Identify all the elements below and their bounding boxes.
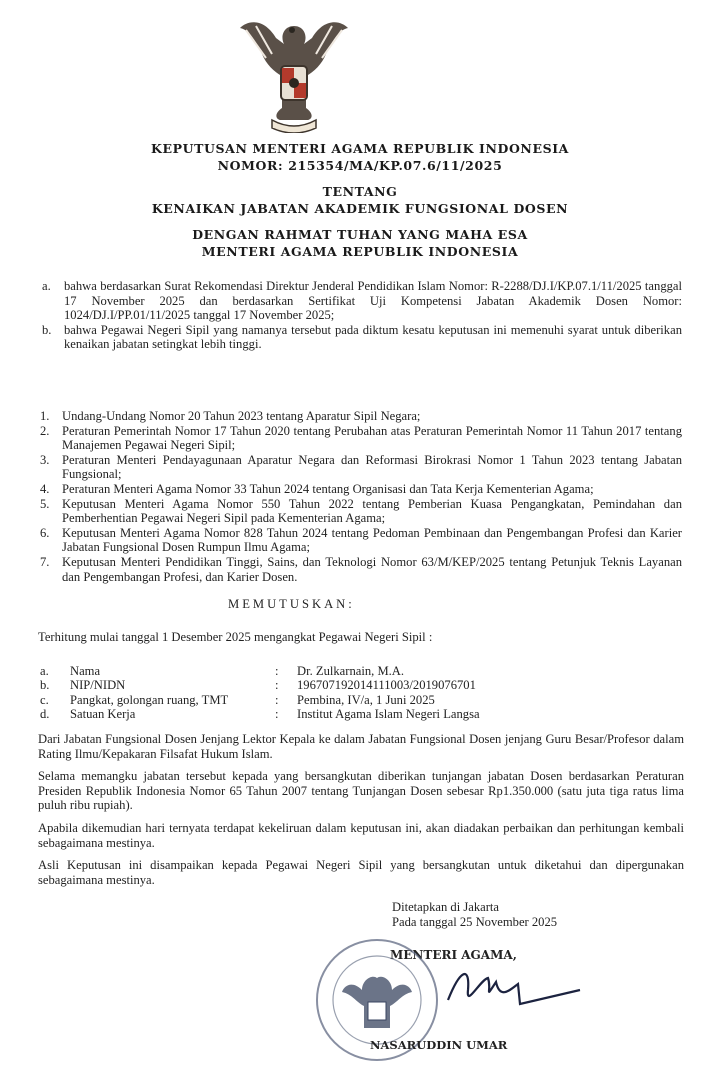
row-value: 196707192014111003/2019076701 bbox=[297, 678, 476, 693]
item-text: Undang-Undang Nomor 20 Tahun 2023 tentang Aparatur Sipil Negara; bbox=[62, 409, 421, 423]
item-text: Peraturan Pemerintah Nomor 17 Tahun 2020 tentang Perubahan atas Peraturan Pemerintah Nomor 11 Tahun 2017 tentang Manajemen Pegawai Negeri Sipil; bbox=[62, 423, 682, 453]
signatory-name: NASARUDDIN UMAR bbox=[370, 1038, 508, 1052]
menimbang-item bbox=[42, 323, 682, 352]
decree-subject: KENAIKAN JABATAN AKADEMIK FUNGSIONAL DOSEN bbox=[151, 201, 569, 216]
garuda-emblem bbox=[236, 8, 352, 133]
paragraph-allowance: Selama memangku jabatan tersebut kepada yang bersangkutan diberikan tunjangan jabatan Dosen berdasarkan Peraturan Presiden Republik Indonesia Nomor 65 Tahun 2007 tentang Tunjangan Dosen sebesar Rp1.350.000 (satu juta tiga ratus lima puluh ribu rupiah). bbox=[38, 769, 684, 813]
colon: : bbox=[275, 664, 279, 678]
decree-title: KEPUTUSAN MENTERI AGAMA REPUBLIK INDONESIA bbox=[151, 141, 569, 156]
item-text: bahwa berdasarkan Surat Rekomendasi Direktur Jenderal Pendidikan Islam Nomor: R-2288/DJ.I/KP.07.1/11/2025 tanggal 17 November 2025 dan berdasarkan Sertifikat Uji Kompetensi Jabatan Akademik Dosen Nomor: 1024/DJ.I/PP.01/11/2025 tanggal 17 November 2025; bbox=[64, 279, 682, 323]
row-letter: a. bbox=[40, 664, 49, 678]
mengingat-item bbox=[40, 424, 682, 453]
mengingat-item bbox=[40, 409, 682, 424]
identity-row bbox=[40, 693, 480, 707]
item-number: 3. bbox=[40, 452, 50, 467]
item-number: 4. bbox=[40, 481, 50, 496]
item-number: 7. bbox=[40, 554, 50, 569]
paragraph-distribution: Asli Keputusan ini disampaikan kepada Pegawai Negeri Sipil yang bersangkutan untuk diketahui dan dipergunakan sebagaimana mestinya. bbox=[38, 858, 684, 887]
issue-date: Pada tanggal 25 November 2025 bbox=[392, 915, 558, 929]
mengingat-item bbox=[40, 453, 682, 482]
row-letter: d. bbox=[40, 706, 50, 721]
identity-row bbox=[40, 707, 480, 721]
item-number: 6. bbox=[40, 525, 50, 540]
row-label: NIP/NIDN bbox=[70, 678, 126, 693]
row-letter: c. bbox=[40, 692, 49, 707]
item-number: a. bbox=[42, 279, 51, 293]
row-value: Pembina, IV/a, 1 Juni 2025 bbox=[297, 692, 435, 707]
intro-line: Terhitung mulai tanggal 1 Desember 2025 mengangkat Pegawai Negeri Sipil : bbox=[38, 630, 433, 644]
item-number: 2. bbox=[40, 423, 50, 438]
item-text: bahwa Pegawai Negeri Sipil yang namanya tersebut pada diktum kesatu keputusan ini memenuhi syarat untuk diberikan kenaikan jabatan setingkat lebih tinggi. bbox=[64, 322, 682, 352]
signatory-title: MENTERI AGAMA, bbox=[390, 948, 517, 962]
row-value: Institut Agama Islam Negeri Langsa bbox=[297, 706, 480, 721]
item-text: Keputusan Menteri Agama Nomor 550 Tahun 2022 tentang Pemberian Kuasa Pengangkatan, Pemindahan dan Pemberhentian Pegawai Negeri Sipil pada Kementerian Agama; bbox=[62, 496, 682, 526]
row-label: Nama bbox=[70, 664, 101, 678]
item-text: Peraturan Menteri Pendayagunaan Aparatur Negara dan Reformasi Birokrasi Nomor 1 Tahun 2023 tentang Jabatan Fungsional; bbox=[62, 452, 682, 482]
tentang-label: TENTANG bbox=[322, 184, 398, 199]
mengingat-item bbox=[40, 497, 682, 526]
menimbang-item bbox=[42, 279, 682, 323]
item-text: Peraturan Menteri Agama Nomor 33 Tahun 2024 tentang Organisasi dan Tata Kerja Kementerian Agama; bbox=[62, 481, 594, 496]
decision-body bbox=[38, 732, 684, 895]
handwritten-signature bbox=[440, 960, 600, 1020]
memutuskan-heading: MEMUTUSKAN: bbox=[228, 597, 355, 611]
colon: : bbox=[275, 692, 279, 707]
row-label: Pangkat, golongan ruang, TMT bbox=[70, 692, 229, 707]
mengingat-item bbox=[40, 555, 682, 584]
decree-number: NOMOR: 215354/MA/KP.07.6/11/2025 bbox=[217, 158, 503, 173]
item-number: b. bbox=[42, 322, 52, 337]
row-label: Satuan Kerja bbox=[70, 706, 136, 721]
item-number: 5. bbox=[40, 496, 50, 511]
identity-row bbox=[40, 664, 480, 678]
item-text: Keputusan Menteri Agama Nomor 828 Tahun 2024 tentang Pedoman Pembinaan dan Pengembangan Profesi dan Karier Jabatan Fungsional Dosen Rumpun Ilmu Agama; bbox=[62, 525, 682, 555]
row-value: Dr. Zulkarnain, M.A. bbox=[297, 664, 405, 678]
issuer: MENTERI AGAMA REPUBLIK INDONESIA bbox=[201, 244, 519, 259]
paragraph-correction: Apabila dikemudian hari ternyata terdapat kekeliruan dalam keputusan ini, akan diadakan perbaikan dan perhitungan kembali sebagaimana mestinya. bbox=[38, 820, 684, 850]
menimbang-section bbox=[42, 279, 682, 352]
invocation: DENGAN RAHMAT TUHAN YANG MAHA ESA bbox=[192, 227, 528, 242]
identity-row bbox=[40, 678, 480, 692]
mengingat-item bbox=[40, 526, 682, 555]
mengingat-item bbox=[40, 482, 682, 497]
signature-block bbox=[392, 900, 557, 930]
paragraph-position: Dari Jabatan Fungsional Dosen Jenjang Lektor Kepala ke dalam Jabatan Fungsional Dosen jenjang Guru Besar/Profesor dalam Rating Ilmu/Kepakaran Filsafat Hukum Islam. bbox=[38, 732, 684, 761]
colon: : bbox=[275, 678, 279, 693]
row-letter: b. bbox=[40, 678, 50, 693]
item-text: Keputusan Menteri Pendidikan Tinggi, Sains, dan Teknologi Nomor 63/M/KEP/2025 tentang Petunjuk Teknis Layanan dan Pengembangan Profesi, dan Karier Dosen. bbox=[62, 554, 682, 584]
mengingat-section bbox=[40, 409, 682, 584]
item-number: 1. bbox=[40, 409, 50, 423]
issue-place: Ditetapkan di Jakarta bbox=[392, 900, 500, 914]
identity-table bbox=[40, 664, 480, 721]
colon: : bbox=[275, 706, 279, 721]
